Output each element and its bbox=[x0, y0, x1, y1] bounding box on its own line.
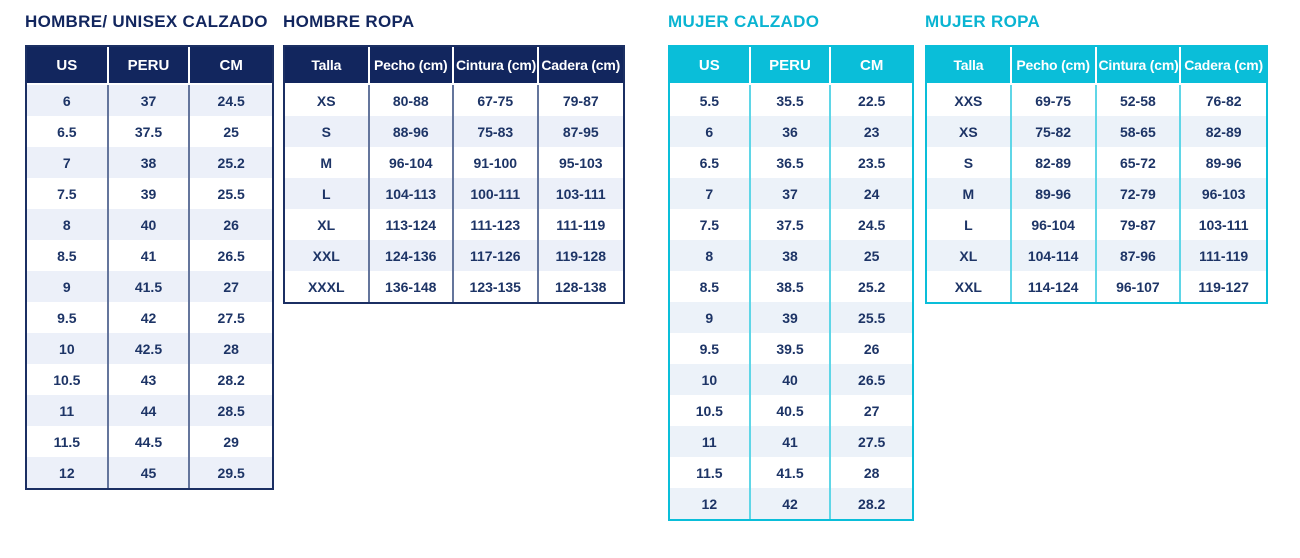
table-cell: 28.5 bbox=[190, 395, 272, 426]
column-header: Talla bbox=[285, 47, 370, 85]
table-cell: 41 bbox=[109, 240, 191, 271]
table-row bbox=[927, 178, 1266, 209]
table-cell: 9.5 bbox=[27, 302, 109, 333]
table-cell: 42.5 bbox=[109, 333, 191, 364]
column-header: Cadera (cm) bbox=[1181, 47, 1266, 85]
section-hombre-ropa bbox=[283, 12, 625, 304]
section-hombre-unisex-calzado bbox=[25, 12, 274, 490]
table-cell: XL bbox=[927, 240, 1012, 271]
table-cell: 37.5 bbox=[751, 209, 832, 240]
section-title: HOMBRE ROPA bbox=[283, 12, 415, 31]
table-cell: S bbox=[927, 147, 1012, 178]
table-row bbox=[27, 240, 272, 271]
table-cell: 39.5 bbox=[751, 333, 832, 364]
table-cell: 26 bbox=[190, 209, 272, 240]
table-cell: 24.5 bbox=[190, 85, 272, 116]
table-cell: 117-126 bbox=[454, 240, 539, 271]
table-cell: 27 bbox=[190, 271, 272, 302]
table-cell: 11.5 bbox=[670, 457, 751, 488]
table-cell: 91-100 bbox=[454, 147, 539, 178]
table-cell: 39 bbox=[751, 302, 832, 333]
table-cell: 36 bbox=[751, 116, 832, 147]
header-row bbox=[27, 47, 272, 85]
table-cell: 28.2 bbox=[831, 488, 912, 519]
table-cell: 9.5 bbox=[670, 333, 751, 364]
table-cell: 24 bbox=[831, 178, 912, 209]
table-cell: 100-111 bbox=[454, 178, 539, 209]
table-row bbox=[285, 147, 623, 178]
table-row bbox=[27, 116, 272, 147]
table-cell: XS bbox=[285, 85, 370, 116]
table-cell: 52-58 bbox=[1097, 85, 1182, 116]
table-cell: 7 bbox=[670, 178, 751, 209]
table-cell: XXL bbox=[927, 271, 1012, 302]
table-row bbox=[670, 426, 912, 457]
table-cell: 42 bbox=[751, 488, 832, 519]
table-cell: 26.5 bbox=[831, 364, 912, 395]
table-cell: 103-111 bbox=[539, 178, 624, 209]
table-cell: 111-119 bbox=[1181, 240, 1266, 271]
table-cell: 89-96 bbox=[1181, 147, 1266, 178]
table-cell: 6.5 bbox=[670, 147, 751, 178]
table-row bbox=[27, 271, 272, 302]
table-cell: 38 bbox=[751, 240, 832, 271]
table-cell: 75-83 bbox=[454, 116, 539, 147]
table-row bbox=[27, 147, 272, 178]
table-row bbox=[27, 395, 272, 426]
table-row bbox=[927, 116, 1266, 147]
table-cell: XXXL bbox=[285, 271, 370, 302]
table-cell: 80-88 bbox=[370, 85, 455, 116]
table-cell: 89-96 bbox=[1012, 178, 1097, 209]
table-cell: 41.5 bbox=[109, 271, 191, 302]
table-cell: 96-104 bbox=[370, 147, 455, 178]
section-title: MUJER ROPA bbox=[925, 12, 1041, 31]
table-cell: 7 bbox=[27, 147, 109, 178]
table-row bbox=[927, 209, 1266, 240]
size-table-hombre-unisex-calzado bbox=[25, 45, 274, 490]
table-cell: 65-72 bbox=[1097, 147, 1182, 178]
table-cell: 8.5 bbox=[27, 240, 109, 271]
table-cell: 6 bbox=[670, 116, 751, 147]
table-row bbox=[285, 85, 623, 116]
table-cell: 26 bbox=[831, 333, 912, 364]
table-row bbox=[27, 457, 272, 488]
table-cell: 88-96 bbox=[370, 116, 455, 147]
table-cell: 40.5 bbox=[751, 395, 832, 426]
table-cell: 38.5 bbox=[751, 271, 832, 302]
table-cell: 82-89 bbox=[1012, 147, 1097, 178]
table-row bbox=[285, 116, 623, 147]
column-header: PERU bbox=[751, 47, 832, 85]
table-cell: M bbox=[927, 178, 1012, 209]
table-cell: 87-95 bbox=[539, 116, 624, 147]
table-cell: 28.2 bbox=[190, 364, 272, 395]
table-cell: XS bbox=[927, 116, 1012, 147]
table-cell: 104-113 bbox=[370, 178, 455, 209]
table-row bbox=[27, 178, 272, 209]
header-row bbox=[285, 47, 623, 85]
table-cell: 136-148 bbox=[370, 271, 455, 302]
table-cell: 42 bbox=[109, 302, 191, 333]
table-cell: 11 bbox=[27, 395, 109, 426]
column-header: PERU bbox=[109, 47, 191, 85]
table-cell: 24.5 bbox=[831, 209, 912, 240]
size-table-mujer-calzado bbox=[668, 45, 914, 521]
table-cell: 23 bbox=[831, 116, 912, 147]
table-cell: 67-75 bbox=[454, 85, 539, 116]
table-cell: 27.5 bbox=[190, 302, 272, 333]
table-cell: 96-103 bbox=[1181, 178, 1266, 209]
section-title: MUJER CALZADO bbox=[668, 12, 820, 31]
table-row bbox=[285, 178, 623, 209]
table-row bbox=[927, 271, 1266, 302]
table-cell: 72-79 bbox=[1097, 178, 1182, 209]
column-header: CM bbox=[831, 47, 912, 85]
table-cell: 43 bbox=[109, 364, 191, 395]
table-cell: 36.5 bbox=[751, 147, 832, 178]
table-cell: 25 bbox=[831, 240, 912, 271]
table-cell: 37 bbox=[751, 178, 832, 209]
table-cell: 25.2 bbox=[831, 271, 912, 302]
table-row bbox=[27, 302, 272, 333]
table-cell: 76-82 bbox=[1181, 85, 1266, 116]
table-cell: 58-65 bbox=[1097, 116, 1182, 147]
table-cell: XXS bbox=[927, 85, 1012, 116]
table-cell: 119-127 bbox=[1181, 271, 1266, 302]
table-cell: 11.5 bbox=[27, 426, 109, 457]
table-cell: 6 bbox=[27, 85, 109, 116]
column-header: Cadera (cm) bbox=[539, 47, 624, 85]
table-row bbox=[27, 209, 272, 240]
column-header: Cintura (cm) bbox=[454, 47, 539, 85]
column-header: Cintura (cm) bbox=[1097, 47, 1182, 85]
table-cell: 79-87 bbox=[1097, 209, 1182, 240]
table-cell: 45 bbox=[109, 457, 191, 488]
table-cell: L bbox=[285, 178, 370, 209]
table-cell: 29.5 bbox=[190, 457, 272, 488]
table-row bbox=[285, 209, 623, 240]
table-cell: 26.5 bbox=[190, 240, 272, 271]
table-cell: 111-123 bbox=[454, 209, 539, 240]
table-cell: 22.5 bbox=[831, 85, 912, 116]
section-title: HOMBRE/ UNISEX CALZADO bbox=[25, 12, 268, 31]
table-cell: L bbox=[927, 209, 1012, 240]
table-cell: 28 bbox=[831, 457, 912, 488]
size-table-mujer-ropa bbox=[925, 45, 1268, 304]
table-cell: 25.2 bbox=[190, 147, 272, 178]
table-cell: 9 bbox=[670, 302, 751, 333]
table-row bbox=[927, 147, 1266, 178]
table-cell: 5.5 bbox=[670, 85, 751, 116]
size-table-hombre-ropa bbox=[283, 45, 625, 304]
table-cell: 41.5 bbox=[751, 457, 832, 488]
table-cell: 96-104 bbox=[1012, 209, 1097, 240]
table-cell: 123-135 bbox=[454, 271, 539, 302]
table-cell: 95-103 bbox=[539, 147, 624, 178]
table-row bbox=[670, 395, 912, 426]
column-header: US bbox=[27, 47, 109, 85]
table-cell: 25 bbox=[190, 116, 272, 147]
table-cell: 39 bbox=[109, 178, 191, 209]
table-row bbox=[27, 364, 272, 395]
column-header: Pecho (cm) bbox=[370, 47, 455, 85]
header-row bbox=[670, 47, 912, 85]
table-cell: 10.5 bbox=[27, 364, 109, 395]
table-row bbox=[927, 240, 1266, 271]
table-cell: 11 bbox=[670, 426, 751, 457]
section-mujer-calzado bbox=[668, 12, 914, 521]
table-cell: 25.5 bbox=[831, 302, 912, 333]
table-cell: 44 bbox=[109, 395, 191, 426]
table-cell: 87-96 bbox=[1097, 240, 1182, 271]
table-cell: 69-75 bbox=[1012, 85, 1097, 116]
table-row bbox=[285, 240, 623, 271]
table-cell: XXL bbox=[285, 240, 370, 271]
table-row bbox=[670, 271, 912, 302]
table-cell: 40 bbox=[751, 364, 832, 395]
table-cell: 44.5 bbox=[109, 426, 191, 457]
table-cell: 41 bbox=[751, 426, 832, 457]
table-row bbox=[670, 209, 912, 240]
table-row bbox=[27, 333, 272, 364]
table-row bbox=[670, 333, 912, 364]
column-header: US bbox=[670, 47, 751, 85]
table-cell: 8 bbox=[27, 209, 109, 240]
table-row bbox=[27, 85, 272, 116]
table-row bbox=[670, 240, 912, 271]
table-row bbox=[670, 116, 912, 147]
table-cell: 28 bbox=[190, 333, 272, 364]
table-cell: 23.5 bbox=[831, 147, 912, 178]
section-mujer-ropa bbox=[925, 12, 1268, 304]
table-row bbox=[285, 271, 623, 302]
table-cell: 12 bbox=[27, 457, 109, 488]
table-cell: 38 bbox=[109, 147, 191, 178]
column-header: CM bbox=[190, 47, 272, 85]
table-row bbox=[670, 85, 912, 116]
table-cell: 6.5 bbox=[27, 116, 109, 147]
table-row bbox=[670, 364, 912, 395]
table-cell: 8 bbox=[670, 240, 751, 271]
table-cell: 35.5 bbox=[751, 85, 832, 116]
table-cell: 128-138 bbox=[539, 271, 624, 302]
table-cell: 113-124 bbox=[370, 209, 455, 240]
table-cell: 114-124 bbox=[1012, 271, 1097, 302]
table-cell: 9 bbox=[27, 271, 109, 302]
table-cell: 119-128 bbox=[539, 240, 624, 271]
table-cell: 7.5 bbox=[670, 209, 751, 240]
header-row bbox=[927, 47, 1266, 85]
table-cell: 12 bbox=[670, 488, 751, 519]
table-cell: 111-119 bbox=[539, 209, 624, 240]
table-cell: 10 bbox=[27, 333, 109, 364]
table-cell: M bbox=[285, 147, 370, 178]
table-cell: 37.5 bbox=[109, 116, 191, 147]
table-cell: 10.5 bbox=[670, 395, 751, 426]
table-cell: S bbox=[285, 116, 370, 147]
table-cell: 79-87 bbox=[539, 85, 624, 116]
table-cell: 103-111 bbox=[1181, 209, 1266, 240]
table-row bbox=[670, 178, 912, 209]
table-cell: 37 bbox=[109, 85, 191, 116]
table-row bbox=[670, 147, 912, 178]
table-cell: 96-107 bbox=[1097, 271, 1182, 302]
table-cell: 27 bbox=[831, 395, 912, 426]
table-cell: 27.5 bbox=[831, 426, 912, 457]
column-header: Pecho (cm) bbox=[1012, 47, 1097, 85]
table-cell: 29 bbox=[190, 426, 272, 457]
table-row bbox=[927, 85, 1266, 116]
table-cell: 124-136 bbox=[370, 240, 455, 271]
table-cell: 7.5 bbox=[27, 178, 109, 209]
table-cell: 25.5 bbox=[190, 178, 272, 209]
table-row bbox=[27, 426, 272, 457]
table-row bbox=[670, 302, 912, 333]
column-header: Talla bbox=[927, 47, 1012, 85]
table-cell: 40 bbox=[109, 209, 191, 240]
table-cell: 75-82 bbox=[1012, 116, 1097, 147]
table-cell: XL bbox=[285, 209, 370, 240]
table-row bbox=[670, 457, 912, 488]
table-cell: 8.5 bbox=[670, 271, 751, 302]
table-cell: 10 bbox=[670, 364, 751, 395]
table-cell: 104-114 bbox=[1012, 240, 1097, 271]
table-row bbox=[670, 488, 912, 519]
table-cell: 82-89 bbox=[1181, 116, 1266, 147]
